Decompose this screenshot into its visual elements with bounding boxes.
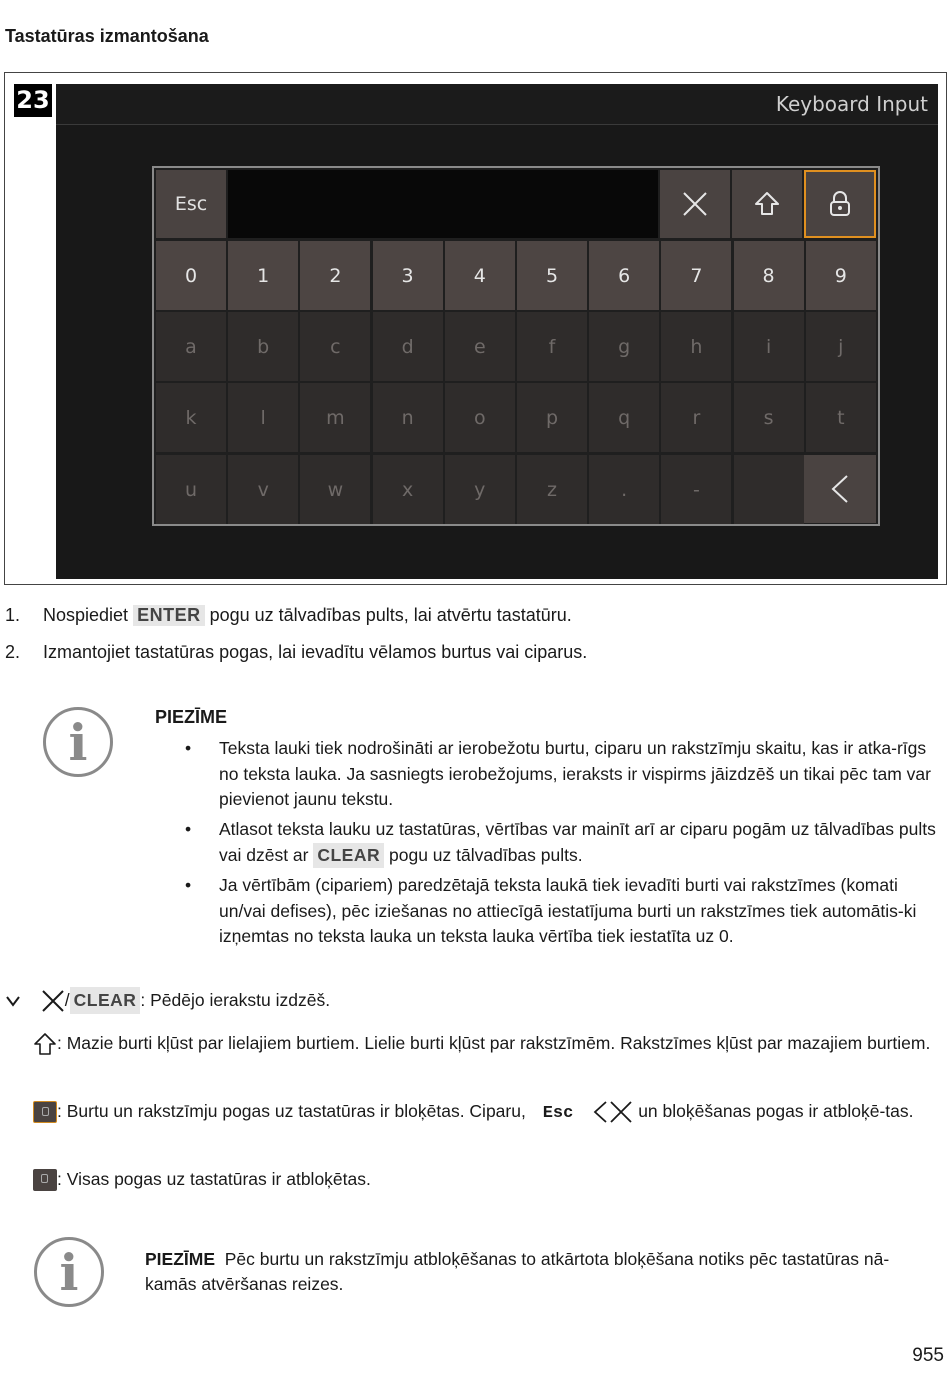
key-b[interactable]: b	[228, 312, 298, 381]
esc-key-label: Esc	[174, 193, 208, 215]
legend-text: un bloķēšanas pogas ir atbloķē-tas.	[638, 1101, 914, 1121]
key-f[interactable]: f	[517, 312, 587, 381]
clear-key[interactable]	[660, 170, 730, 238]
screen-title: Keyboard Input	[775, 92, 928, 116]
backspace-icon	[591, 1100, 609, 1124]
step-text: Nospiediet	[43, 605, 134, 625]
slash-text: /	[64, 990, 70, 1010]
key-z[interactable]: z	[517, 455, 587, 524]
key-q[interactable]: q	[589, 383, 659, 452]
on-screen-keyboard	[152, 166, 880, 526]
key-dash[interactable]: -	[661, 455, 731, 524]
clear-key-tag: CLEAR	[70, 987, 141, 1014]
legend-locked	[33, 1098, 945, 1127]
legend-unlocked	[33, 1166, 933, 1193]
key-x[interactable]: x	[373, 455, 443, 524]
key-2[interactable]: 2	[300, 241, 370, 310]
key-l[interactable]: l	[228, 383, 298, 452]
key-e[interactable]: e	[445, 312, 515, 381]
key-i[interactable]: i	[734, 312, 804, 381]
lock-key[interactable]	[804, 170, 876, 238]
note-title: PIEZĪME	[145, 1249, 216, 1269]
tv-screen	[56, 84, 938, 579]
step-text: Izmantojiet tastatūras pogas, lai ievadītu vēlamos burtus vai ciparus.	[43, 642, 588, 662]
key-u[interactable]: u	[156, 455, 226, 524]
close-icon	[609, 1100, 633, 1124]
key-g[interactable]: g	[589, 312, 659, 381]
shift-key[interactable]	[732, 170, 802, 238]
note-bullet: • Atlasot teksta lauku uz tastatūras, vērtības var mainīt arī ar ciparu pogām uz tālvadības pults vai dzēst ar CLEAR pogu uz tālvadības pults.	[185, 817, 940, 868]
legend-text: : Pēdējo ierakstu izdzēš.	[140, 990, 331, 1010]
note-bullet-text: Ja vērtībām (cipariem) paredzētajā teksta laukā tiek ievadīti burti vai rakstzīmes (komati un/vai defises), pēc iziešanas no attiecīgā iestatījuma burti un rakstzīmes tiek automātis-ki izņemtas no teksta lauka un teksta lauka vērtība tiek iestatīta uz 0.	[219, 875, 917, 946]
key-v[interactable]: v	[228, 455, 298, 524]
key-7[interactable]: 7	[661, 241, 731, 310]
key-o[interactable]: o	[445, 383, 515, 452]
shift-icon	[754, 191, 780, 217]
legend-clear	[5, 987, 945, 1014]
shift-icon	[33, 1032, 57, 1056]
page-heading: Tastatūras izmantošana	[5, 26, 209, 46]
key-6[interactable]: 6	[589, 241, 659, 310]
note-bullet-text: Teksta lauki tiek nodrošināti ar ierobežotu burtu, ciparu un rakstzīmju skaitu, kas ir atka-rīgs no teksta lauka. Ja sasniegts ierobežojums, ieraksts ir vispirms jāizdzēš un tikai pēc tam var pievienot jaunu tekstu.	[219, 738, 931, 809]
note-text: Pēc burtu un rakstzīmju atbloķēšanas to atkārtota bloķēšana notiks pēc tastatūras nā-kamās atvēršanas reizes.	[145, 1249, 890, 1294]
lock-icon	[827, 190, 853, 218]
backspace-icon	[829, 474, 851, 504]
key-4[interactable]: 4	[445, 241, 515, 310]
key-w[interactable]: w	[300, 455, 370, 524]
key-blank[interactable]	[734, 455, 804, 524]
key-9[interactable]: 9	[806, 241, 876, 310]
key-t[interactable]: t	[806, 383, 876, 452]
key-8[interactable]: 8	[734, 241, 804, 310]
keyboard-text-field[interactable]	[228, 170, 658, 238]
legend-shift	[33, 1030, 933, 1057]
key-d[interactable]: d	[373, 312, 443, 381]
figure-keyboard-input	[4, 72, 947, 585]
info-icon: i	[34, 1237, 104, 1307]
legend-text: : Burtu un rakstzīmju pogas uz tastatūras ir bloķētas. Ciparu,	[57, 1101, 526, 1121]
legend-text: : Visas pogas uz tastatūras ir atbloķētas.	[57, 1169, 371, 1189]
lock-icon	[33, 1101, 57, 1123]
note-bullet: • Teksta lauki tiek nodrošināti ar ierobežotu burtu, ciparu un rakstzīmju skaitu, kas ir atka-rīgs no teksta lauka. Ja sasniegts ierobežojums, ieraksts ir vispirms jāizdzēš un tikai pēc tam var pievienot jaunu tekstu.	[185, 736, 940, 813]
key-p[interactable]: p	[517, 383, 587, 452]
key-j[interactable]: j	[806, 312, 876, 381]
page-number: 955	[912, 1345, 944, 1366]
key-3[interactable]: 3	[373, 241, 443, 310]
unlock-icon	[33, 1169, 57, 1191]
clear-key-tag: CLEAR	[313, 843, 384, 869]
enter-key-tag: ENTER	[133, 605, 205, 626]
key-s[interactable]: s	[734, 383, 804, 452]
key-dot[interactable]: .	[589, 455, 659, 524]
info-icon: i	[43, 707, 113, 777]
note-bullet-text: pogu uz tālvadības pults.	[384, 844, 583, 865]
key-k[interactable]: k	[156, 383, 226, 452]
figure-number: 23	[14, 84, 52, 117]
note-2	[145, 1247, 940, 1297]
key-n[interactable]: n	[373, 383, 443, 452]
close-icon	[41, 989, 65, 1013]
key-1[interactable]: 1	[228, 241, 298, 310]
key-0[interactable]: 0	[156, 241, 226, 310]
step-number: 1.	[5, 605, 21, 625]
key-m[interactable]: m	[300, 383, 370, 452]
step-2	[5, 642, 587, 663]
esc-label: Esc	[542, 1104, 574, 1123]
note-bullet: • Ja vērtībām (cipariem) paredzētajā teksta laukā tiek ievadīti burti vai rakstzīmes (komati un/vai defises), pēc iziešanas no attiecīgā iestatījuma burti un rakstzīmes tiek automātis-ki izņemtas no teksta lauka un teksta lauka vērtība tiek iestatīta uz 0.	[185, 873, 940, 950]
step-1	[5, 605, 572, 626]
close-icon	[682, 191, 708, 217]
esc-key[interactable]	[156, 170, 226, 238]
screen-title-bar	[56, 84, 938, 125]
key-h[interactable]: h	[661, 312, 731, 381]
key-c[interactable]: c	[300, 312, 370, 381]
note-bullet-text: Atlasot teksta lauku uz tastatūras, vērtības var mainīt arī ar ciparu pogām uz tālvadības pults vai dzēst ar	[219, 819, 936, 865]
key-5[interactable]: 5	[517, 241, 587, 310]
chevron-down-icon	[5, 994, 21, 1008]
key-r[interactable]: r	[661, 383, 731, 452]
key-y[interactable]: y	[445, 455, 515, 524]
step-text: pogu uz tālvadības pults, lai atvērtu tastatūru.	[204, 605, 572, 625]
legend-text: : Mazie burti kļūst par lielajiem burtiem. Lielie burti kļūst par rakstzīmēm. Rakstzīmes kļūst par mazajiem burtiem.	[57, 1033, 931, 1053]
note-title: PIEZĪME	[155, 707, 228, 727]
key-a[interactable]: a	[156, 312, 226, 381]
step-number: 2.	[5, 642, 21, 662]
backspace-key[interactable]	[804, 455, 876, 523]
